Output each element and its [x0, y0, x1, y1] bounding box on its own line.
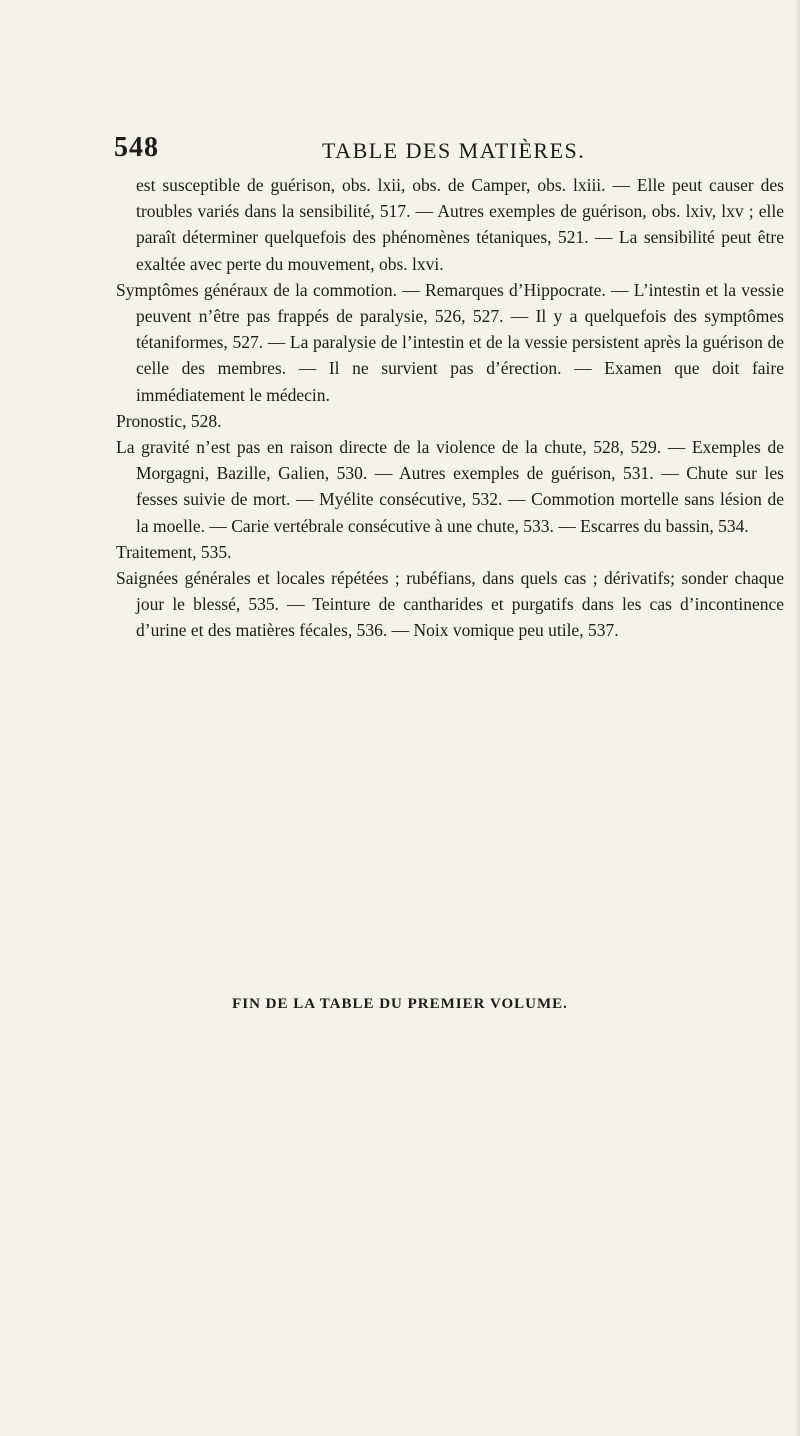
paragraph-continuation: est susceptible de guérison, obs. lxii, obs. de Camper, obs. lxiii. — Elle peut causer des troubles variés dans la sensibilité, 517. — Autres exemples de guérison, obs. lxiv, lxv ; elle paraît déterminer quelquefois des phénomènes tétaniques, 521. — La sensibilité peut être exaltée avec perte du mouvement, obs. lxvi.	[136, 175, 784, 274]
paragraph-prognosis-heading: Pronostic, 528.	[116, 410, 222, 431]
table-of-contents-text	[116, 172, 784, 644]
running-title: TABLE DES MATIÈRES.	[322, 138, 586, 163]
paragraph-treatment: Saignées générales et locales répétées ; rubéfians, dans quels cas ; dérivatifs; sonder chaque jour le blessé, 535. — Teinture de cantharides et purgatifs dans les cas d’incontinence d’urine et des matières fécales, 536. — Noix vomique peu utile, 537.	[116, 568, 784, 641]
paragraph-gravity: La gravité n’est pas en raison directe de la violence de la chute, 528, 529. — Exemples de Morgagni, Bazille, Galien, 530. — Autres exemples de guérison, 531. — Chute sur les fesses suivie de mort. — Myélite consécutive, 532. — Commotion mortelle sans lésion de la moelle. — Carie vertébrale consécutive à une chute, 533. — Escarres du bassin, 534.	[116, 437, 784, 536]
page-edge-shadow	[794, 0, 800, 1436]
end-of-volume-note: FIN DE LA TABLE DU PREMIER VOLUME.	[232, 996, 568, 1012]
page-number: 548	[114, 132, 159, 163]
paragraph-treatment-heading: Traitement, 535.	[116, 541, 232, 562]
paragraph-general-symptoms: Symptômes généraux de la commotion. — Remarques d’Hippocrate. — L’intestin et la vessie peuvent n’être pas frappés de paralysie, 526, 527. — Il y a quelquefois des symptômes tétaniformes, 527. — La paralysie de l’intestin et de la vessie persistent après la guérison de celle des membres. — Il ne survient pas d’érection. — Examen que doit faire immédiatement le médecin.	[116, 279, 784, 405]
